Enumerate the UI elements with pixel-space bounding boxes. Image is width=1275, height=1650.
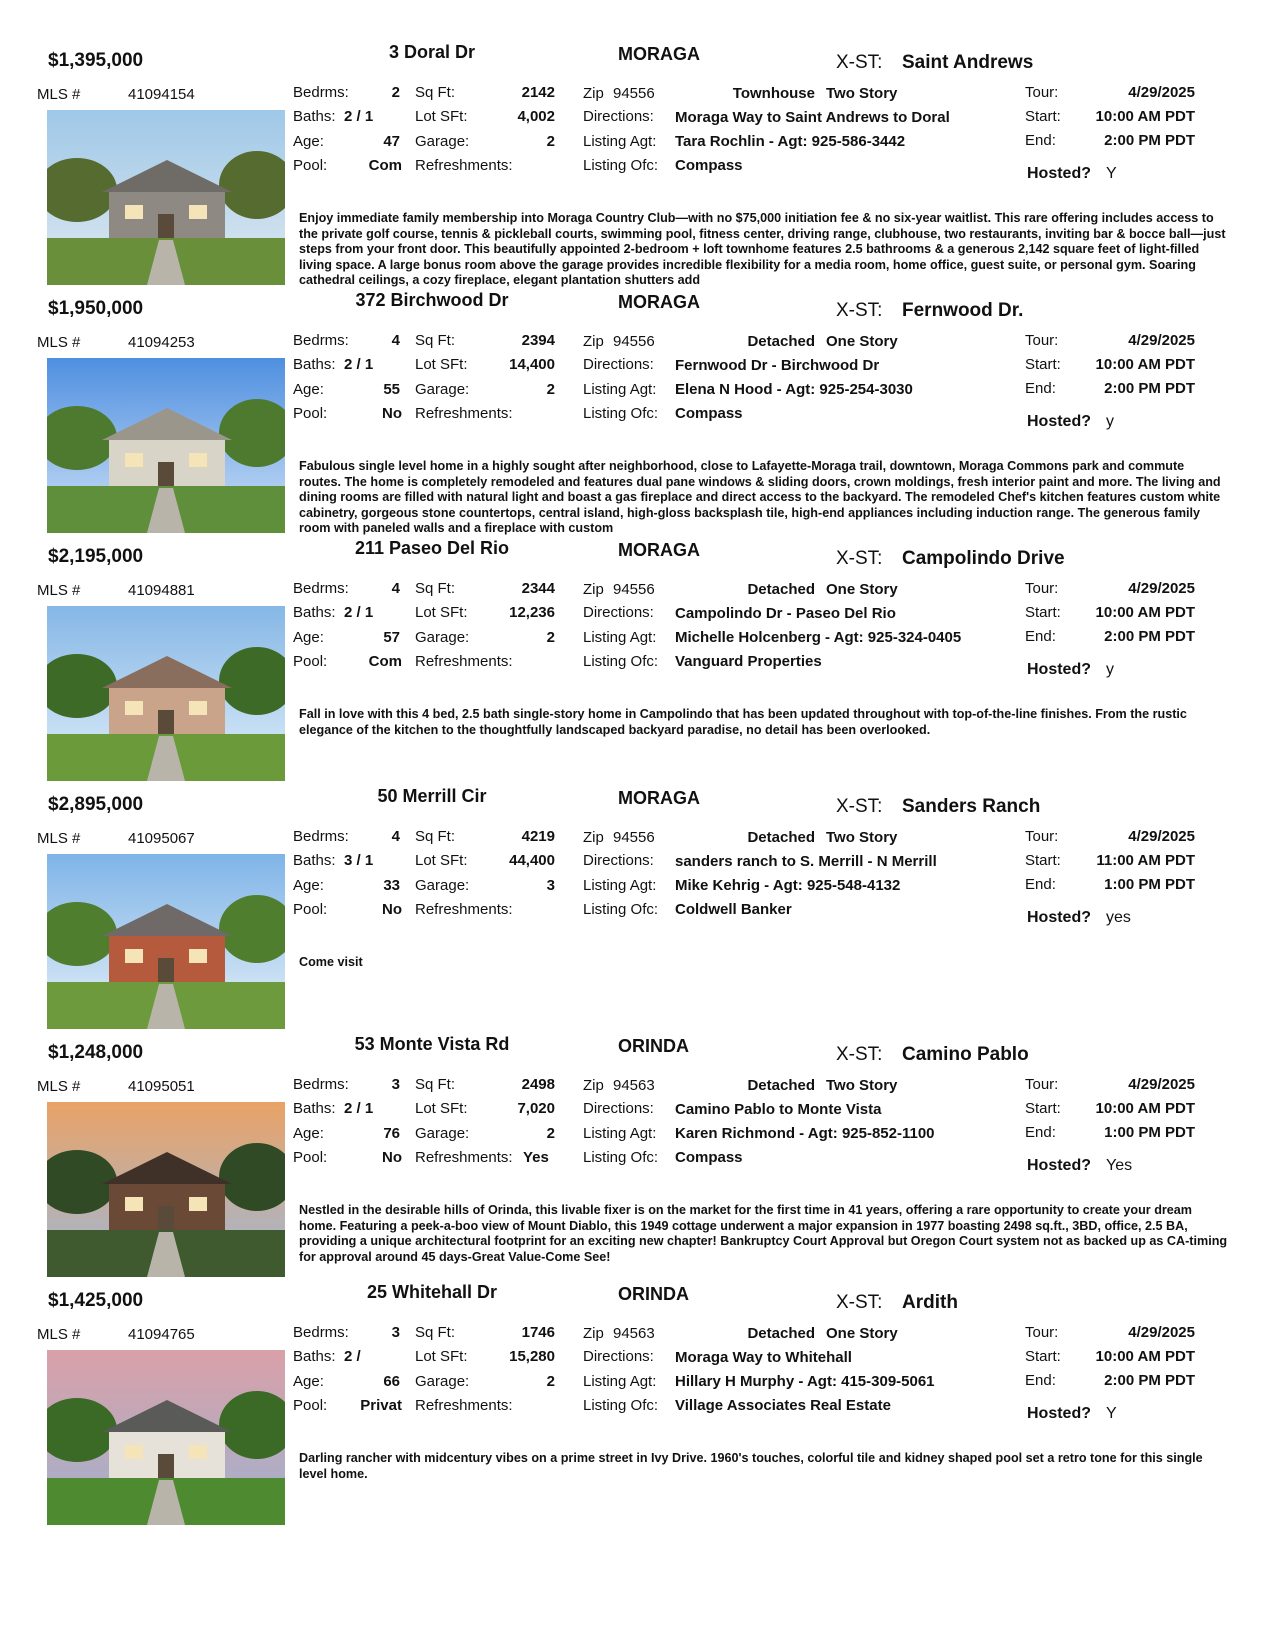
directions-label: Directions: [583, 1100, 654, 1117]
hosted-label: Hosted? [1027, 1157, 1091, 1174]
end-label: End: [1025, 132, 1056, 149]
directions-value: Campolindo Dr - Paseo Del Rio [675, 605, 896, 622]
garage-value: 2 [546, 1373, 555, 1390]
mls-number: 41094154 [128, 86, 195, 103]
listing-office-label: Listing Ofc: [583, 653, 659, 670]
garage-value: 2 [546, 381, 555, 398]
start-time: 10:00 AM PDT [1095, 1100, 1195, 1117]
mls-number: 41094881 [128, 582, 195, 599]
refreshments-value: Yes [523, 1149, 549, 1166]
listing-price: $1,395,000 [48, 50, 144, 71]
listing-city: MORAGA [618, 292, 700, 312]
baths-value: 2 / 1 [344, 356, 374, 373]
sqft-value: 2142 [521, 84, 555, 101]
tour-date: 4/29/2025 [1128, 1324, 1195, 1341]
zip-value: 94563 [613, 1077, 655, 1094]
directions-value: Moraga Way to Whitehall [675, 1349, 852, 1366]
listing-agent-value: Tara Rochlin - Agt: 925-586-3442 [675, 133, 906, 150]
age-label: Age: [293, 1373, 324, 1390]
mls-number: 41094765 [128, 1326, 195, 1343]
bedrooms-label: Bedrms: [293, 332, 349, 349]
tour-label: Tour: [1025, 580, 1059, 597]
mls-label: MLS # [37, 1326, 81, 1343]
zip-label: Zip [583, 85, 604, 102]
listing-office-label: Listing Ofc: [583, 157, 659, 174]
baths-value: 2 / 1 [344, 108, 374, 125]
tour-label: Tour: [1025, 1076, 1059, 1093]
hosted-value: y [1106, 413, 1114, 430]
start-time: 11:00 AM PDT [1096, 852, 1195, 869]
listing-agent-label: Listing Agt: [583, 629, 657, 646]
hosted-value: yes [1106, 909, 1131, 926]
cross-street-label: X-ST: [836, 1292, 883, 1313]
sqft-value: 2498 [521, 1076, 555, 1093]
cross-street: Camino Pablo [902, 1044, 1029, 1065]
listing-city: MORAGA [618, 44, 700, 64]
bedrooms-label: Bedrms: [293, 84, 349, 101]
sqft-label: Sq Ft: [415, 332, 456, 349]
zip-label: Zip [583, 1077, 604, 1094]
pool-value: No [382, 901, 402, 918]
listing-description: Come visit [299, 955, 363, 969]
start-label: Start: [1025, 356, 1061, 373]
bedrooms-value: 3 [391, 1076, 400, 1093]
listing-card [0, 992, 1275, 1264]
hosted-label: Hosted? [1027, 1405, 1091, 1422]
cross-street-label: X-ST: [836, 52, 883, 73]
end-label: End: [1025, 1372, 1056, 1389]
listing-address: 50 Merrill Cir [377, 786, 487, 806]
directions-label: Directions: [583, 604, 654, 621]
bedrooms-label: Bedrms: [293, 1076, 349, 1093]
end-time: 2:00 PM PDT [1104, 132, 1195, 149]
start-time: 10:00 AM PDT [1095, 356, 1195, 373]
start-time: 10:00 AM PDT [1095, 604, 1195, 621]
lot-size-label: Lot SFt: [415, 852, 468, 869]
tour-date: 4/29/2025 [1128, 580, 1195, 597]
property-type: Detached [747, 829, 815, 846]
pool-label: Pool: [293, 653, 328, 670]
listing-card [0, 0, 1275, 288]
mls-label: MLS # [37, 830, 81, 847]
lot-size-value: 15,280 [509, 1348, 555, 1365]
baths-label: Baths: [293, 1100, 336, 1117]
zip-value: 94563 [613, 1325, 655, 1342]
listing-office-value: Coldwell Banker [675, 901, 792, 918]
hosted-value: Y [1106, 1405, 1117, 1422]
bedrooms-value: 3 [391, 1324, 400, 1341]
hosted-label: Hosted? [1027, 165, 1091, 182]
bedrooms-label: Bedrms: [293, 828, 349, 845]
sqft-value: 2344 [521, 580, 555, 597]
tour-date: 4/29/2025 [1128, 332, 1195, 349]
lot-size-label: Lot SFt: [415, 1100, 468, 1117]
mls-number: 41094253 [128, 334, 195, 351]
tour-label: Tour: [1025, 84, 1059, 101]
refreshments-label: Refreshments: [415, 405, 513, 422]
pool-value: Com [368, 157, 402, 174]
listing-city: MORAGA [618, 788, 700, 808]
lot-size-value: 14,400 [509, 356, 555, 373]
garage-label: Garage: [415, 1125, 470, 1142]
baths-label: Baths: [293, 108, 336, 125]
hosted-label: Hosted? [1027, 661, 1091, 678]
baths-value: 2 / 1 [344, 604, 374, 621]
lot-size-label: Lot SFt: [415, 604, 468, 621]
stories: One Story [826, 581, 898, 598]
zip-value: 94556 [613, 333, 655, 350]
lot-size-value: 4,002 [517, 108, 555, 125]
directions-label: Directions: [583, 356, 654, 373]
refreshments-label: Refreshments: [415, 653, 513, 670]
garage-value: 3 [546, 877, 555, 894]
mls-label: MLS # [37, 1078, 81, 1095]
tour-date: 4/29/2025 [1128, 84, 1195, 101]
end-label: End: [1025, 380, 1056, 397]
mls-label: MLS # [37, 86, 81, 103]
listing-description: Enjoy immediate family membership into Moraga Country Club—with no $75,000 initiation fee & no six-year waitlist. This rare offering includes access to the private golf course, tennis & pickleball courts, swimming pool, fitness center, driving range, clubhouse, two restaurants, inviting bar & bocce ball—just steps from your front door. This beautifully appointed 2-bedroom + loft townhome features 2.5 bathrooms & a generous 2,142 square feet of light-filled living space. A large bonus room above the garage provides incredible flexibility for a media room, home office, guest suite, or personal gym. Soaring cathedral ceilings, a cozy fireplace, elegant plantation shutters add [299, 211, 1226, 288]
cross-street: Ardith [902, 1292, 958, 1313]
pool-label: Pool: [293, 1397, 328, 1414]
age-value: 55 [383, 381, 400, 398]
listing-price: $2,195,000 [48, 546, 144, 567]
listing-city: ORINDA [618, 1036, 689, 1056]
directions-value: Moraga Way to Saint Andrews to Doral [675, 109, 950, 126]
garage-label: Garage: [415, 381, 470, 398]
tour-label: Tour: [1025, 828, 1059, 845]
listing-agent-value: Michelle Holcenberg - Agt: 925-324-0405 [675, 629, 962, 646]
baths-label: Baths: [293, 852, 336, 869]
start-label: Start: [1025, 1100, 1061, 1117]
listing-city: ORINDA [618, 1284, 689, 1304]
directions-value: sanders ranch to S. Merrill - N Merrill [675, 853, 937, 870]
pool-value: No [382, 405, 402, 422]
sqft-value: 4219 [521, 828, 555, 845]
listing-agent-value: Karen Richmond - Agt: 925-852-1100 [675, 1125, 935, 1142]
hosted-value: y [1106, 661, 1114, 678]
end-time: 2:00 PM PDT [1104, 380, 1195, 397]
directions-value: Camino Pablo to Monte Vista [675, 1101, 882, 1118]
property-type: Detached [747, 581, 815, 598]
end-label: End: [1025, 876, 1056, 893]
hosted-value: Yes [1106, 1157, 1133, 1174]
hosted-label: Hosted? [1027, 909, 1091, 926]
listing-office-value: Vanguard Properties [675, 653, 822, 670]
listing-agent-value: Hillary H Murphy - Agt: 415-309-5061 [675, 1373, 935, 1390]
sqft-label: Sq Ft: [415, 84, 456, 101]
tour-label: Tour: [1025, 1324, 1059, 1341]
end-time: 1:00 PM PDT [1104, 876, 1195, 893]
baths-label: Baths: [293, 356, 336, 373]
listing-city: MORAGA [618, 540, 700, 560]
bedrooms-value: 4 [391, 580, 400, 597]
listing-office-label: Listing Ofc: [583, 1397, 659, 1414]
end-time: 2:00 PM PDT [1104, 1372, 1195, 1389]
listing-card [0, 248, 1275, 536]
listing-agent-label: Listing Agt: [583, 1373, 657, 1390]
listing-office-value: Village Associates Real Estate [675, 1397, 891, 1414]
baths-label: Baths: [293, 1348, 336, 1365]
end-time: 1:00 PM PDT [1104, 1124, 1195, 1141]
listing-address: 53 Monte Vista Rd [354, 1034, 510, 1054]
mls-label: MLS # [37, 334, 81, 351]
listing-description: Fall in love with this 4 bed, 2.5 bath single-story home in Campolindo that has been updated throughout with top-of-the-line finishes. From the rustic elegance of the kitchen to the thoughtfully landscaped backyard paradise, no detail has been overlooked. [299, 707, 1187, 737]
baths-label: Baths: [293, 604, 336, 621]
pool-label: Pool: [293, 157, 328, 174]
directions-label: Directions: [583, 108, 654, 125]
listing-agent-label: Listing Agt: [583, 877, 657, 894]
listing-address: 211 Paseo Del Rio [354, 538, 510, 558]
lot-size-label: Lot SFt: [415, 1348, 468, 1365]
zip-label: Zip [583, 829, 604, 846]
cross-street-label: X-ST: [836, 1044, 883, 1065]
mls-number: 41095051 [128, 1078, 195, 1095]
age-label: Age: [293, 629, 324, 646]
refreshments-label: Refreshments: [415, 1149, 513, 1166]
property-type: Detached [747, 1077, 815, 1094]
garage-value: 2 [546, 133, 555, 150]
age-value: 33 [383, 877, 400, 894]
sqft-label: Sq Ft: [415, 828, 456, 845]
baths-value: 3 / 1 [344, 852, 374, 869]
lot-size-value: 44,400 [509, 852, 555, 869]
tour-label: Tour: [1025, 332, 1059, 349]
zip-label: Zip [583, 1325, 604, 1342]
listing-agent-value: Elena N Hood - Agt: 925-254-3030 [675, 381, 913, 398]
bedrooms-label: Bedrms: [293, 580, 349, 597]
refreshments-label: Refreshments: [415, 1397, 513, 1414]
sqft-label: Sq Ft: [415, 1076, 456, 1093]
lot-size-label: Lot SFt: [415, 356, 468, 373]
garage-label: Garage: [415, 133, 470, 150]
listing-office-value: Compass [675, 405, 743, 422]
listing-agent-label: Listing Agt: [583, 381, 657, 398]
listing-agent-label: Listing Agt: [583, 1125, 657, 1142]
start-label: Start: [1025, 604, 1061, 621]
listing-price: $1,248,000 [48, 1042, 144, 1063]
age-label: Age: [293, 133, 324, 150]
pool-value: Privat [360, 1397, 402, 1414]
pool-label: Pool: [293, 901, 328, 918]
property-photo [47, 1350, 285, 1525]
garage-value: 2 [546, 1125, 555, 1142]
age-label: Age: [293, 1125, 324, 1142]
sqft-value: 1746 [521, 1324, 555, 1341]
bedrooms-label: Bedrms: [293, 1324, 349, 1341]
lot-size-label: Lot SFt: [415, 108, 468, 125]
bedrooms-value: 2 [391, 84, 400, 101]
age-label: Age: [293, 877, 324, 894]
end-time: 2:00 PM PDT [1104, 628, 1195, 645]
cross-street-label: X-ST: [836, 796, 883, 817]
directions-label: Directions: [583, 852, 654, 869]
tour-date: 4/29/2025 [1128, 1076, 1195, 1093]
garage-value: 2 [546, 629, 555, 646]
age-value: 47 [383, 133, 400, 150]
cross-street: Fernwood Dr. [902, 300, 1024, 321]
bedrooms-value: 4 [391, 332, 400, 349]
sqft-label: Sq Ft: [415, 580, 456, 597]
pool-label: Pool: [293, 405, 328, 422]
start-time: 10:00 AM PDT [1095, 1348, 1195, 1365]
listing-card [0, 744, 1275, 994]
bedrooms-value: 4 [391, 828, 400, 845]
garage-label: Garage: [415, 629, 470, 646]
end-label: End: [1025, 628, 1056, 645]
age-value: 76 [383, 1125, 400, 1142]
property-type: Detached [747, 333, 815, 350]
zip-value: 94556 [613, 85, 655, 102]
zip-value: 94556 [613, 581, 655, 598]
hosted-value: Y [1106, 165, 1117, 182]
start-time: 10:00 AM PDT [1095, 108, 1195, 125]
listing-office-value: Compass [675, 1149, 743, 1166]
stories: Two Story [826, 85, 898, 102]
baths-value: 2 / [344, 1348, 361, 1365]
listing-office-value: Compass [675, 157, 743, 174]
start-label: Start: [1025, 852, 1061, 869]
directions-label: Directions: [583, 1348, 654, 1365]
zip-label: Zip [583, 581, 604, 598]
pool-label: Pool: [293, 1149, 328, 1166]
pool-value: No [382, 1149, 402, 1166]
listing-description: Fabulous single level home in a highly sought after neighborhood, close to Lafayette-Moraga trail, downtown, Moraga Commons park and commute routes. The home is completely remodeled and features dual pane windows & sliding doors, crown moldings, fresh interior paint and more. The living and dining rooms are filled with natural light and boast a gas fireplace and direct access to the backyard. The remodeled Chef's kitchen features custom white cabinetry, gorgeous stone countertops, central island, high-gloss backsplash tile, high-end appliances including induction range. The generous family room with paneled walls and a fireplace with custom [299, 459, 1221, 536]
cross-street: Campolindo Drive [902, 548, 1065, 569]
refreshments-label: Refreshments: [415, 157, 513, 174]
mls-label: MLS # [37, 582, 81, 599]
listing-address: 25 Whitehall Dr [366, 1282, 498, 1302]
refreshments-label: Refreshments: [415, 901, 513, 918]
stories: One Story [826, 1325, 898, 1342]
hosted-label: Hosted? [1027, 413, 1091, 430]
lot-size-value: 12,236 [509, 604, 555, 621]
listing-agent-value: Mike Kehrig - Agt: 925-548-4132 [675, 877, 901, 894]
garage-label: Garage: [415, 877, 470, 894]
listing-office-label: Listing Ofc: [583, 901, 659, 918]
pool-value: Com [368, 653, 402, 670]
garage-label: Garage: [415, 1373, 470, 1390]
listing-office-label: Listing Ofc: [583, 405, 659, 422]
mls-number: 41095067 [128, 830, 195, 847]
listing-agent-label: Listing Agt: [583, 133, 657, 150]
listing-price: $1,425,000 [48, 1290, 144, 1311]
stories: Two Story [826, 1077, 898, 1094]
property-type: Detached [747, 1325, 815, 1342]
age-value: 57 [383, 629, 400, 646]
lot-size-value: 7,020 [517, 1100, 555, 1117]
listing-price: $1,950,000 [48, 298, 144, 319]
listing-address: 3 Doral Dr [388, 42, 476, 62]
zip-label: Zip [583, 333, 604, 350]
age-value: 66 [383, 1373, 400, 1390]
tour-date: 4/29/2025 [1128, 828, 1195, 845]
start-label: Start: [1025, 1348, 1061, 1365]
cross-street: Sanders Ranch [902, 796, 1041, 817]
sqft-value: 2394 [521, 332, 555, 349]
directions-value: Fernwood Dr - Birchwood Dr [675, 357, 880, 374]
listing-description: Nestled in the desirable hills of Orinda, this livable fixer is on the market for the first time in 41 years, offering a rare opportunity to create your dream home. Featuring a peek-a-boo view of Mount Diablo, this 1949 cottage underwent a major expansion in 1977 boasting 2498 sq.ft., 3BD, office, 2.5 BA, providing a unique architectural footprint for an exciting new chapter! Bankruptcy Court Approval but Oregon Court system not as backed up as CA-timing for approval around 45 days-Great Value-Come See! [299, 1203, 1228, 1264]
listing-price: $2,895,000 [48, 794, 144, 815]
property-type: Townhouse [732, 85, 815, 102]
baths-value: 2 / 1 [344, 1100, 374, 1117]
end-label: End: [1025, 1124, 1056, 1141]
age-label: Age: [293, 381, 324, 398]
stories: One Story [826, 333, 898, 350]
sqft-label: Sq Ft: [415, 1324, 456, 1341]
listing-card [0, 496, 1275, 746]
listing-description: Darling rancher with midcentury vibes on a prime street in Ivy Drive. 1960's touches, colorful tile and kidney shaped pool set a retro tone for this single level home. [299, 1451, 1203, 1481]
cross-street: Saint Andrews [902, 52, 1034, 73]
zip-value: 94556 [613, 829, 655, 846]
start-label: Start: [1025, 108, 1061, 125]
cross-street-label: X-ST: [836, 300, 883, 321]
listing-office-label: Listing Ofc: [583, 1149, 659, 1166]
stories: Two Story [826, 829, 898, 846]
cross-street-label: X-ST: [836, 548, 883, 569]
listing-card [0, 1240, 1275, 1490]
listing-address: 372 Birchwood Dr [355, 290, 509, 310]
